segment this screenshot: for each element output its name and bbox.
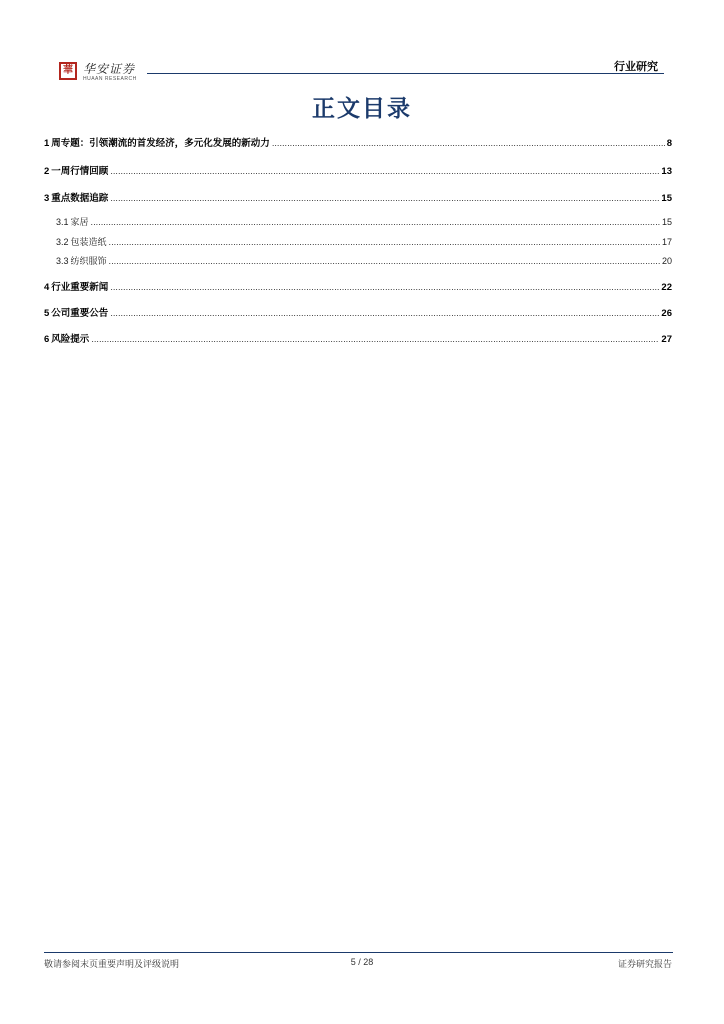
toc-leader-dots [110,194,659,203]
toc-leader-dots [109,238,660,247]
toc-entry-number: 1 [44,138,50,149]
toc-entry-number: 2 [44,166,50,177]
toc-entry-page: 27 [661,334,672,345]
logo-chinese-name: 华安证券 [83,62,136,76]
toc-entry-page: 26 [661,308,672,319]
footer-disclaimer: 敬请参阅末页重要声明及评级说明 [44,960,180,970]
toc-entry-number: 3.1 [56,217,69,227]
logo-text [83,62,137,83]
toc-entry-3[interactable] [44,190,672,204]
toc-entry-page: 8 [666,138,672,149]
toc-entry-3-3[interactable] [44,254,672,267]
toc-entry-4[interactable] [44,279,672,293]
toc-entry-3-1[interactable] [44,215,672,228]
toc-entry-page: 17 [661,237,672,247]
toc-entry-text: 一周行情回顾 [51,166,109,177]
toc-entry-number: 4 [44,282,50,293]
toc-leader-dots [109,257,660,266]
toc-entry-number: 3.3 [56,256,69,266]
toc-entry-text: 公司重要公告 [51,308,109,319]
toc-entry-number: 3 [44,193,50,204]
toc-entry-5[interactable] [44,305,672,319]
toc-leader-dots [110,283,659,292]
footer-divider [44,952,673,953]
toc-title: 正文目录 [312,95,412,122]
toc-entry-number: 5 [44,308,50,319]
toc-entry-number: 3.2 [56,237,69,247]
toc-entry-page: 13 [661,166,672,177]
toc-entry-page: 15 [661,193,672,204]
toc-entry-1[interactable] [44,135,672,149]
toc-entry-page: 15 [661,217,672,227]
toc-leader-dots [110,167,659,176]
section-label: 行业研究 [614,60,658,73]
toc-entry-text: 包装造纸 [70,238,107,248]
page-indicator: 5 / 28 [350,957,374,967]
toc-entry-text: 行业重要新闻 [51,282,109,293]
toc-entry-6[interactable] [44,331,672,345]
toc-entry-page: 22 [661,282,672,293]
toc-entry-3-2[interactable] [44,235,672,248]
toc-entry-number: 6 [44,334,50,345]
logo-seal-icon: 華 [59,62,77,80]
company-logo [59,62,137,83]
toc-entry-text: 纺织服饰 [70,257,107,267]
logo-english-name: HUAAN RESEARCH [83,76,137,82]
toc-entry-page: 20 [661,256,672,266]
header-divider [147,73,664,74]
toc-entry-text: 周专题：引领潮流的首发经济，多元化发展的新动力 [51,138,270,149]
toc-leader-dots [91,218,660,227]
toc-leader-dots [110,309,659,318]
toc-leader-dots [91,335,659,344]
toc-entry-text: 重点数据追踪 [51,193,109,204]
toc-entry-text: 家居 [70,218,89,228]
toc-leader-dots [272,139,665,148]
report-type: 证券研究报告 [617,960,672,970]
toc-entry-2[interactable] [44,163,672,177]
toc-entry-text: 风险提示 [51,334,90,345]
